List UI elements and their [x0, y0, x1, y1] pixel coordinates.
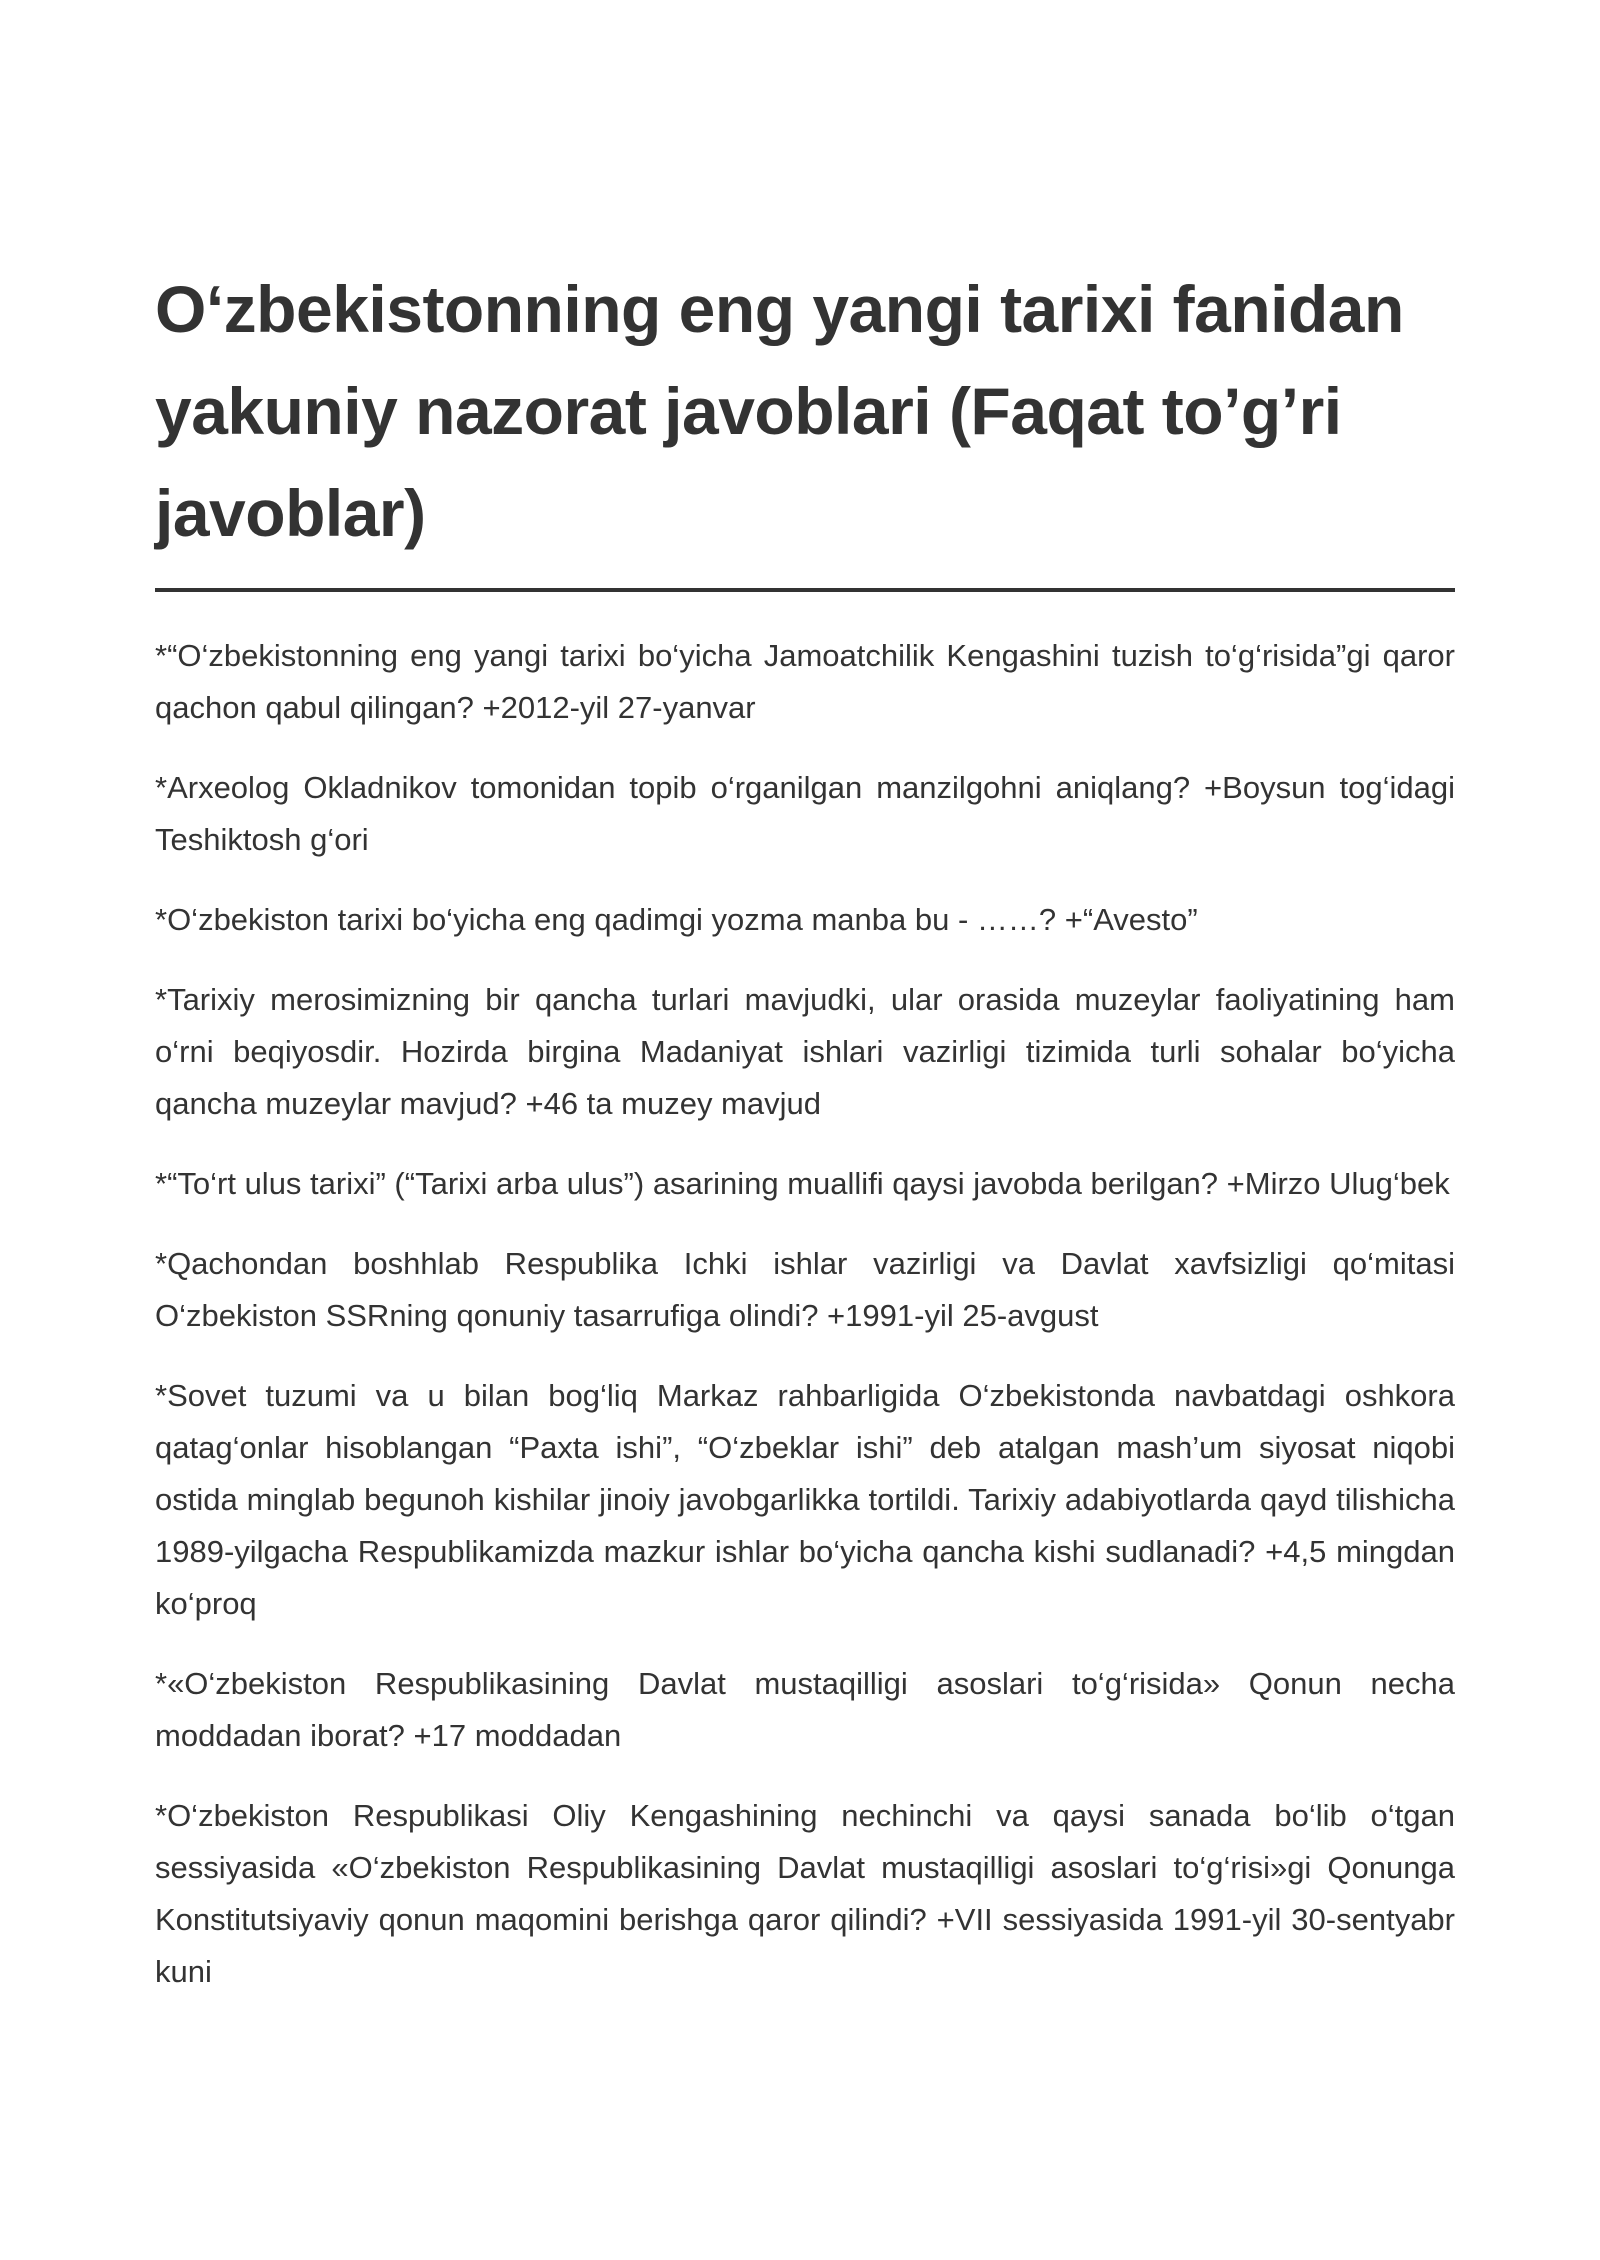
question-answer-3: *O‘zbekiston tarixi bo‘yicha eng qadimgi yozma manba bu - ……? +“Avesto”: [155, 902, 1198, 937]
question-answer-9: *O‘zbekiston Respublikasi Oliy Kengashining nechinchi va qaysi sanada bo‘lib o‘tgan sessiyasida «O‘zbekiston Respublikasining Davlat mustaqilligi asoslari to‘g‘risi»gi Qonunga Konstitutsiyaviy qonun maqomini berishga qaror qilindi? +VII sessiyasida 1991-yil 30-sentyabr kuni: [155, 1798, 1455, 1989]
question-answer-5: *“To‘rt ulus tarixi” (“Tarixi arba ulus”) asarining muallifi qaysi javobda berilgan? +Mirzo Ulug‘bek: [155, 1166, 1450, 1201]
page-title: O‘zbekistonning eng yangi tarixi fanidan yakuniy nazorat javoblari (Faqat to’g’ri javoblar): [155, 272, 1404, 550]
question-answer-8: *«O‘zbekiston Respublikasining Davlat mustaqilligi asoslari to‘g‘risida» Qonun necha moddadan iborat? +17 moddadan: [155, 1666, 1455, 1753]
document-page: [155, 258, 1455, 2026]
question-answer-6: *Qachondan boshhlab Respublika Ichki ishlar vazirligi va Davlat xavfsizligi qo‘mitasi O‘zbekiston SSRning qonuniy tasarrufiga olindi? +1991-yil 25-avgust: [155, 1246, 1455, 1333]
question-answer-7: *Sovet tuzumi va u bilan bog‘liq Markaz rahbarligida O‘zbekistonda navbatdagi oshkora qatag‘onlar hisoblangan “Paxta ishi”, “O‘zbeklar ishi” deb atalgan mash’um siyosat niqobi ostida minglab begunoh kishilar jinoiy javobgarlikka tortildi. Tarixiy adabiyotlarda qayd tilishicha 1989-yilgacha Respublikamizda mazkur ishlar bo‘yicha qancha kishi sudlanadi? +4,5 mingdan ko‘proq: [155, 1378, 1455, 1621]
question-answer-2: *Arxeolog Okladnikov tomonidan topib o‘rganilgan manzilgohni aniqlang? +Boysun tog‘idagi Teshiktosh g‘ori: [155, 770, 1455, 857]
question-answer-1: *“O‘zbekistonning eng yangi tarixi bo‘yicha Jamoatchilik Kengashini tuzish to‘g‘risida”gi qaror qachon qabul qilingan? +2012-yil 27-yanvar: [155, 638, 1455, 725]
title-divider: [155, 588, 1455, 592]
question-answer-4: *Tarixiy merosimizning bir qancha turlari mavjudki, ular orasida muzeylar faoliyatining ham o‘rni beqiyosdir. Hozirda birgina Madaniyat ishlari vazirligi tizimida turli sohalar bo‘yicha qancha muzeylar mavjud? +46 ta muzey mavjud: [155, 982, 1455, 1121]
